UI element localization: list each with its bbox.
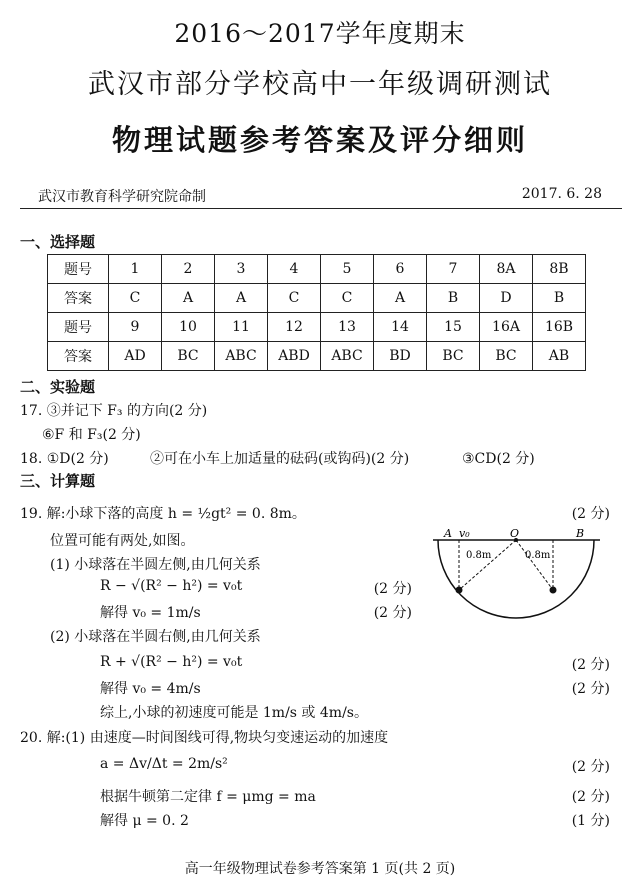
answer-table-cell: 3 [215, 255, 268, 284]
answer-table-cell: BC [480, 342, 533, 371]
semicircle-arc [438, 540, 594, 618]
document-title: 物理试题参考答案及评分细则 [111, 123, 528, 157]
q20-line1: 20. 解:(1) 由速度—时间图线可得,物块匀变速运动的加速度 [20, 730, 389, 746]
q19-line4: R − √(R² − h²) = v₀t [100, 578, 243, 594]
institute-label: 武汉市教育科学研究院命制 [38, 189, 206, 205]
label-distance-left: 0.8m [466, 550, 492, 561]
header-line2: 武汉市部分学校高中一年级调研测试 [88, 69, 552, 100]
header-divider [20, 208, 622, 209]
q18-part2: ②可在小车上加适量的砝码(或钩码)(2 分) [150, 451, 410, 467]
answer-table-row-header: 答案 [48, 342, 109, 371]
right-radius-line [516, 540, 553, 590]
answer-table-cell: 16A [480, 313, 533, 342]
answer-table-row [48, 284, 586, 313]
header-line1: 2016～2017学年度期末 [174, 19, 466, 48]
answer-table-cell: 5 [321, 255, 374, 284]
answer-table-row [48, 342, 586, 371]
answer-table-row [48, 313, 586, 342]
answer-table-cell: BD [374, 342, 427, 371]
answer-table-cell: C [268, 284, 321, 313]
answer-table-cell: C [109, 284, 162, 313]
answer-table-cell: 1 [109, 255, 162, 284]
q19-line6: (2) 小球落在半圆右侧,由几何关系 [50, 629, 261, 645]
q19-line2: 位置可能有两处,如图。 [50, 533, 195, 549]
page-footer: 高一年级物理试卷参考答案第 1 页(共 2 页) [184, 861, 456, 877]
q19-score5: (2 分) [373, 605, 412, 621]
answer-table-cell: BC [162, 342, 215, 371]
q18-part1: 18. ①D(2 分) [20, 451, 109, 467]
answer-table-cell: 16B [533, 313, 586, 342]
left-radius-line [459, 540, 516, 590]
answer-table-cell: BC [427, 342, 480, 371]
q19-line8: 解得 v₀ = 4m/s [100, 681, 201, 697]
answer-table-cell: 10 [162, 313, 215, 342]
answer-table-cell: A [374, 284, 427, 313]
q19-line5: 解得 v₀ = 1m/s [100, 605, 201, 621]
answer-table-cell: 2 [162, 255, 215, 284]
answer-table-cell: AD [109, 342, 162, 371]
right-landing-point [550, 587, 557, 594]
section3-title: 三、计算题 [20, 472, 96, 490]
answer-table-cell: 15 [427, 313, 480, 342]
answer-table-cell: 14 [374, 313, 427, 342]
answer-table-cell: B [533, 284, 586, 313]
q20-score2: (2 分) [571, 759, 610, 775]
q19-score8: (2 分) [571, 681, 610, 697]
q19-score4: (2 分) [373, 581, 412, 597]
label-A: A [444, 528, 452, 540]
answer-table-cell: 7 [427, 255, 480, 284]
answer-table-cell: 8A [480, 255, 533, 284]
label-B: B [576, 528, 585, 540]
semicircle-figure [428, 528, 608, 628]
date-label: 2017. 6. 28 [521, 186, 602, 202]
q19-line9: 综上,小球的初速度可能是 1m/s 或 4m/s。 [100, 705, 368, 721]
answer-table-cell: ABC [321, 342, 374, 371]
answer-table-cell: 4 [268, 255, 321, 284]
answer-table-cell: B [427, 284, 480, 313]
label-O: O [510, 528, 520, 540]
label-v0: v₀ [459, 528, 470, 540]
left-landing-point [456, 587, 463, 594]
answer-table-cell: A [162, 284, 215, 313]
label-distance-right: 0.8m [525, 550, 551, 561]
q20-line2: a = Δv/Δt = 2m/s² [100, 756, 228, 772]
answer-table-cell: 8B [533, 255, 586, 284]
q17-line2: ⑥F 和 F₃(2 分) [42, 427, 141, 443]
q17-line1: 17. ③并记下 F₃ 的方向(2 分) [20, 403, 208, 419]
q20-score3: (2 分) [571, 789, 610, 805]
q20-score4: (1 分) [571, 813, 610, 829]
answer-table-row-header: 题号 [48, 255, 109, 284]
q19-line1: 19. 解:小球下落的高度 h = ½gt² = 0. 8m。 [20, 506, 306, 522]
answer-table-cell: 9 [109, 313, 162, 342]
answer-table-cell: A [215, 284, 268, 313]
q20-line4: 解得 μ = 0. 2 [100, 813, 189, 829]
q19-line7: R + √(R² − h²) = v₀t [100, 654, 243, 670]
q19-line3: (1) 小球落在半圆左侧,由几何关系 [50, 557, 261, 573]
answer-table-cell: ABD [268, 342, 321, 371]
answer-table [47, 254, 586, 371]
answer-table-cell: C [321, 284, 374, 313]
section2-title: 二、实验题 [20, 378, 96, 396]
answer-table-cell: 11 [215, 313, 268, 342]
q19-score1: (2 分) [571, 506, 610, 522]
answer-table-cell: AB [533, 342, 586, 371]
answer-table-cell: 13 [321, 313, 374, 342]
q19-score7: (2 分) [571, 657, 610, 673]
q20-line3: 根据牛顿第二定律 f = μmg = ma [100, 789, 316, 805]
answer-table-cell: D [480, 284, 533, 313]
answer-table-cell: 12 [268, 313, 321, 342]
answer-table-row-header: 答案 [48, 284, 109, 313]
section1-title: 一、选择题 [20, 233, 96, 251]
answer-table-row [48, 255, 586, 284]
answer-table-cell: 6 [374, 255, 427, 284]
answer-table-row-header: 题号 [48, 313, 109, 342]
q18-part3: ③CD(2 分) [462, 451, 535, 467]
answer-table-cell: ABC [215, 342, 268, 371]
